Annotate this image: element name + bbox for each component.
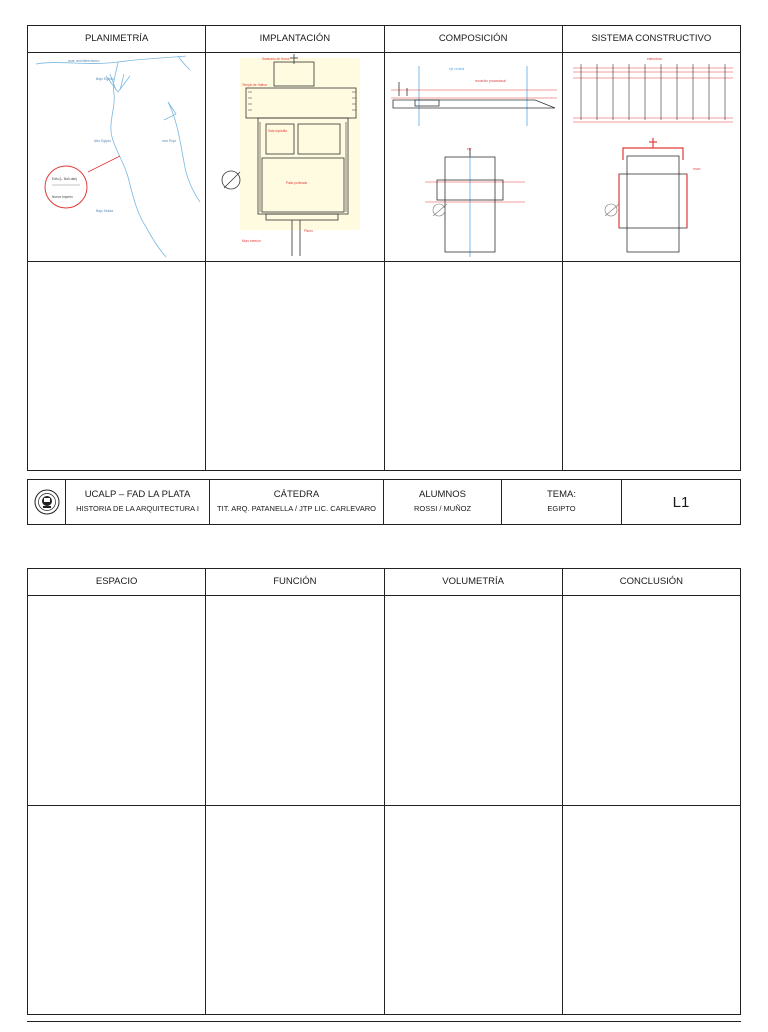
- header-sistema-constructivo: SISTEMA CONSTRUCTIVO: [591, 33, 712, 44]
- composition-label-top: eje central: [448, 67, 464, 71]
- catedra-names: TIT. ARQ. PATANELLA / JTP LIC. CARLEVARO: [217, 504, 376, 513]
- construction-label-top: estructura: [646, 57, 662, 61]
- planimetria-notes-cell: [28, 262, 206, 470]
- catedra-cell: [210, 480, 384, 524]
- sheet-1-grid: [27, 25, 741, 471]
- construction-system-drawing: [563, 52, 740, 261]
- map-label-upper-egypt: Alto Egipto: [94, 139, 111, 143]
- sheet-1-blank-row: [28, 262, 740, 470]
- funcion-cell-bottom: [206, 806, 384, 1014]
- institution-cell: [66, 480, 210, 524]
- header-composicion: COMPOSICIÓN: [385, 26, 563, 52]
- funcion-cell-top: [206, 595, 384, 805]
- header-espacio: ESPACIO: [28, 569, 206, 595]
- header-volumetria: VOLUMETRÍA: [385, 569, 563, 595]
- institution-name: UCALP – FAD LA PLATA: [84, 489, 191, 500]
- map-label-nubia: Bajo Nubia: [96, 209, 114, 213]
- composition-label-mid: recorrido procesional: [474, 79, 506, 83]
- course-name: HISTORIA DE LA ARQUITECTURA I: [76, 504, 199, 513]
- sistema-constructivo-notes-cell: [563, 262, 740, 470]
- implantacion-drawing-cell: [206, 52, 384, 261]
- header-implantacion: IMPLANTACIÓN: [206, 26, 384, 52]
- plan-label-5: Pilono: [304, 229, 314, 233]
- conclusion-cell-bottom: [563, 806, 740, 1014]
- volumetria-cell-bottom: [385, 806, 563, 1014]
- title-block: [27, 479, 741, 525]
- sheet-1-header-row: [28, 26, 740, 53]
- sistema-constructivo-drawing-cell: [563, 52, 740, 261]
- map-callout-title: Edfu (L. Bah-dah): [52, 177, 78, 181]
- sheet-2-grid: [27, 568, 741, 1015]
- map-label-red-sea: mar Rojo: [162, 139, 177, 143]
- sheet-code: L1: [672, 493, 690, 511]
- construction-label-side: muro: [692, 167, 701, 171]
- composition-label-axis: eje: [466, 147, 471, 151]
- header-conclusion: CONCLUSIÓN: [619, 576, 684, 587]
- egypt-map-drawing: [28, 52, 206, 261]
- espacio-cell-top: [28, 595, 206, 805]
- university-seal-icon: [34, 489, 60, 515]
- map-label-lower-egypt: Bajo Egipto: [96, 77, 114, 81]
- map-callout-sub: Nuevo Imperio: [52, 195, 73, 199]
- header-planimetria: PLANIMETRÍA: [28, 26, 206, 52]
- alumnos-names: ROSSI / MUÑOZ: [413, 504, 472, 513]
- volumetria-cell-top: [385, 595, 563, 805]
- sheet-code-cell: [622, 480, 740, 524]
- plan-label-6: Muro exterior: [242, 239, 262, 243]
- tema-value: EGIPTO: [547, 504, 576, 513]
- temple-site-plan-drawing: [206, 52, 384, 261]
- composicion-notes-cell: [385, 262, 563, 470]
- sheet-1-drawing-row: [28, 52, 740, 262]
- plan-label-2: Templo de Hathor: [242, 83, 268, 87]
- sheet-2-header-row: [28, 569, 740, 596]
- logo-cell: [28, 480, 66, 524]
- composition-drawing: [385, 52, 563, 261]
- plan-label-4: Patio porticado: [286, 181, 308, 185]
- planimetria-drawing-cell: [28, 52, 206, 261]
- alumnos-label: ALUMNOS: [419, 489, 466, 500]
- implantacion-notes-cell: [206, 262, 384, 470]
- sheet-2-top-row: [28, 595, 740, 806]
- map-label-sea: mar mediterráneo: [68, 58, 100, 63]
- sheet-2-title-block-edge: [27, 1021, 741, 1032]
- catedra-label: CÁTEDRA: [273, 489, 320, 500]
- conclusion-cell-top: [563, 595, 740, 805]
- alumnos-cell: [384, 480, 502, 524]
- sheet-2-bottom-row: [28, 806, 740, 1014]
- tema-label: TEMA:: [546, 489, 577, 500]
- header-funcion: FUNCIÓN: [206, 569, 384, 595]
- espacio-cell-bottom: [28, 806, 206, 1014]
- plan-label-1: Santuario de Horus: [262, 57, 290, 61]
- composicion-drawing-cell: [385, 52, 563, 261]
- plan-label-3: Sala hipóstila: [268, 129, 288, 133]
- tema-cell: [502, 480, 622, 524]
